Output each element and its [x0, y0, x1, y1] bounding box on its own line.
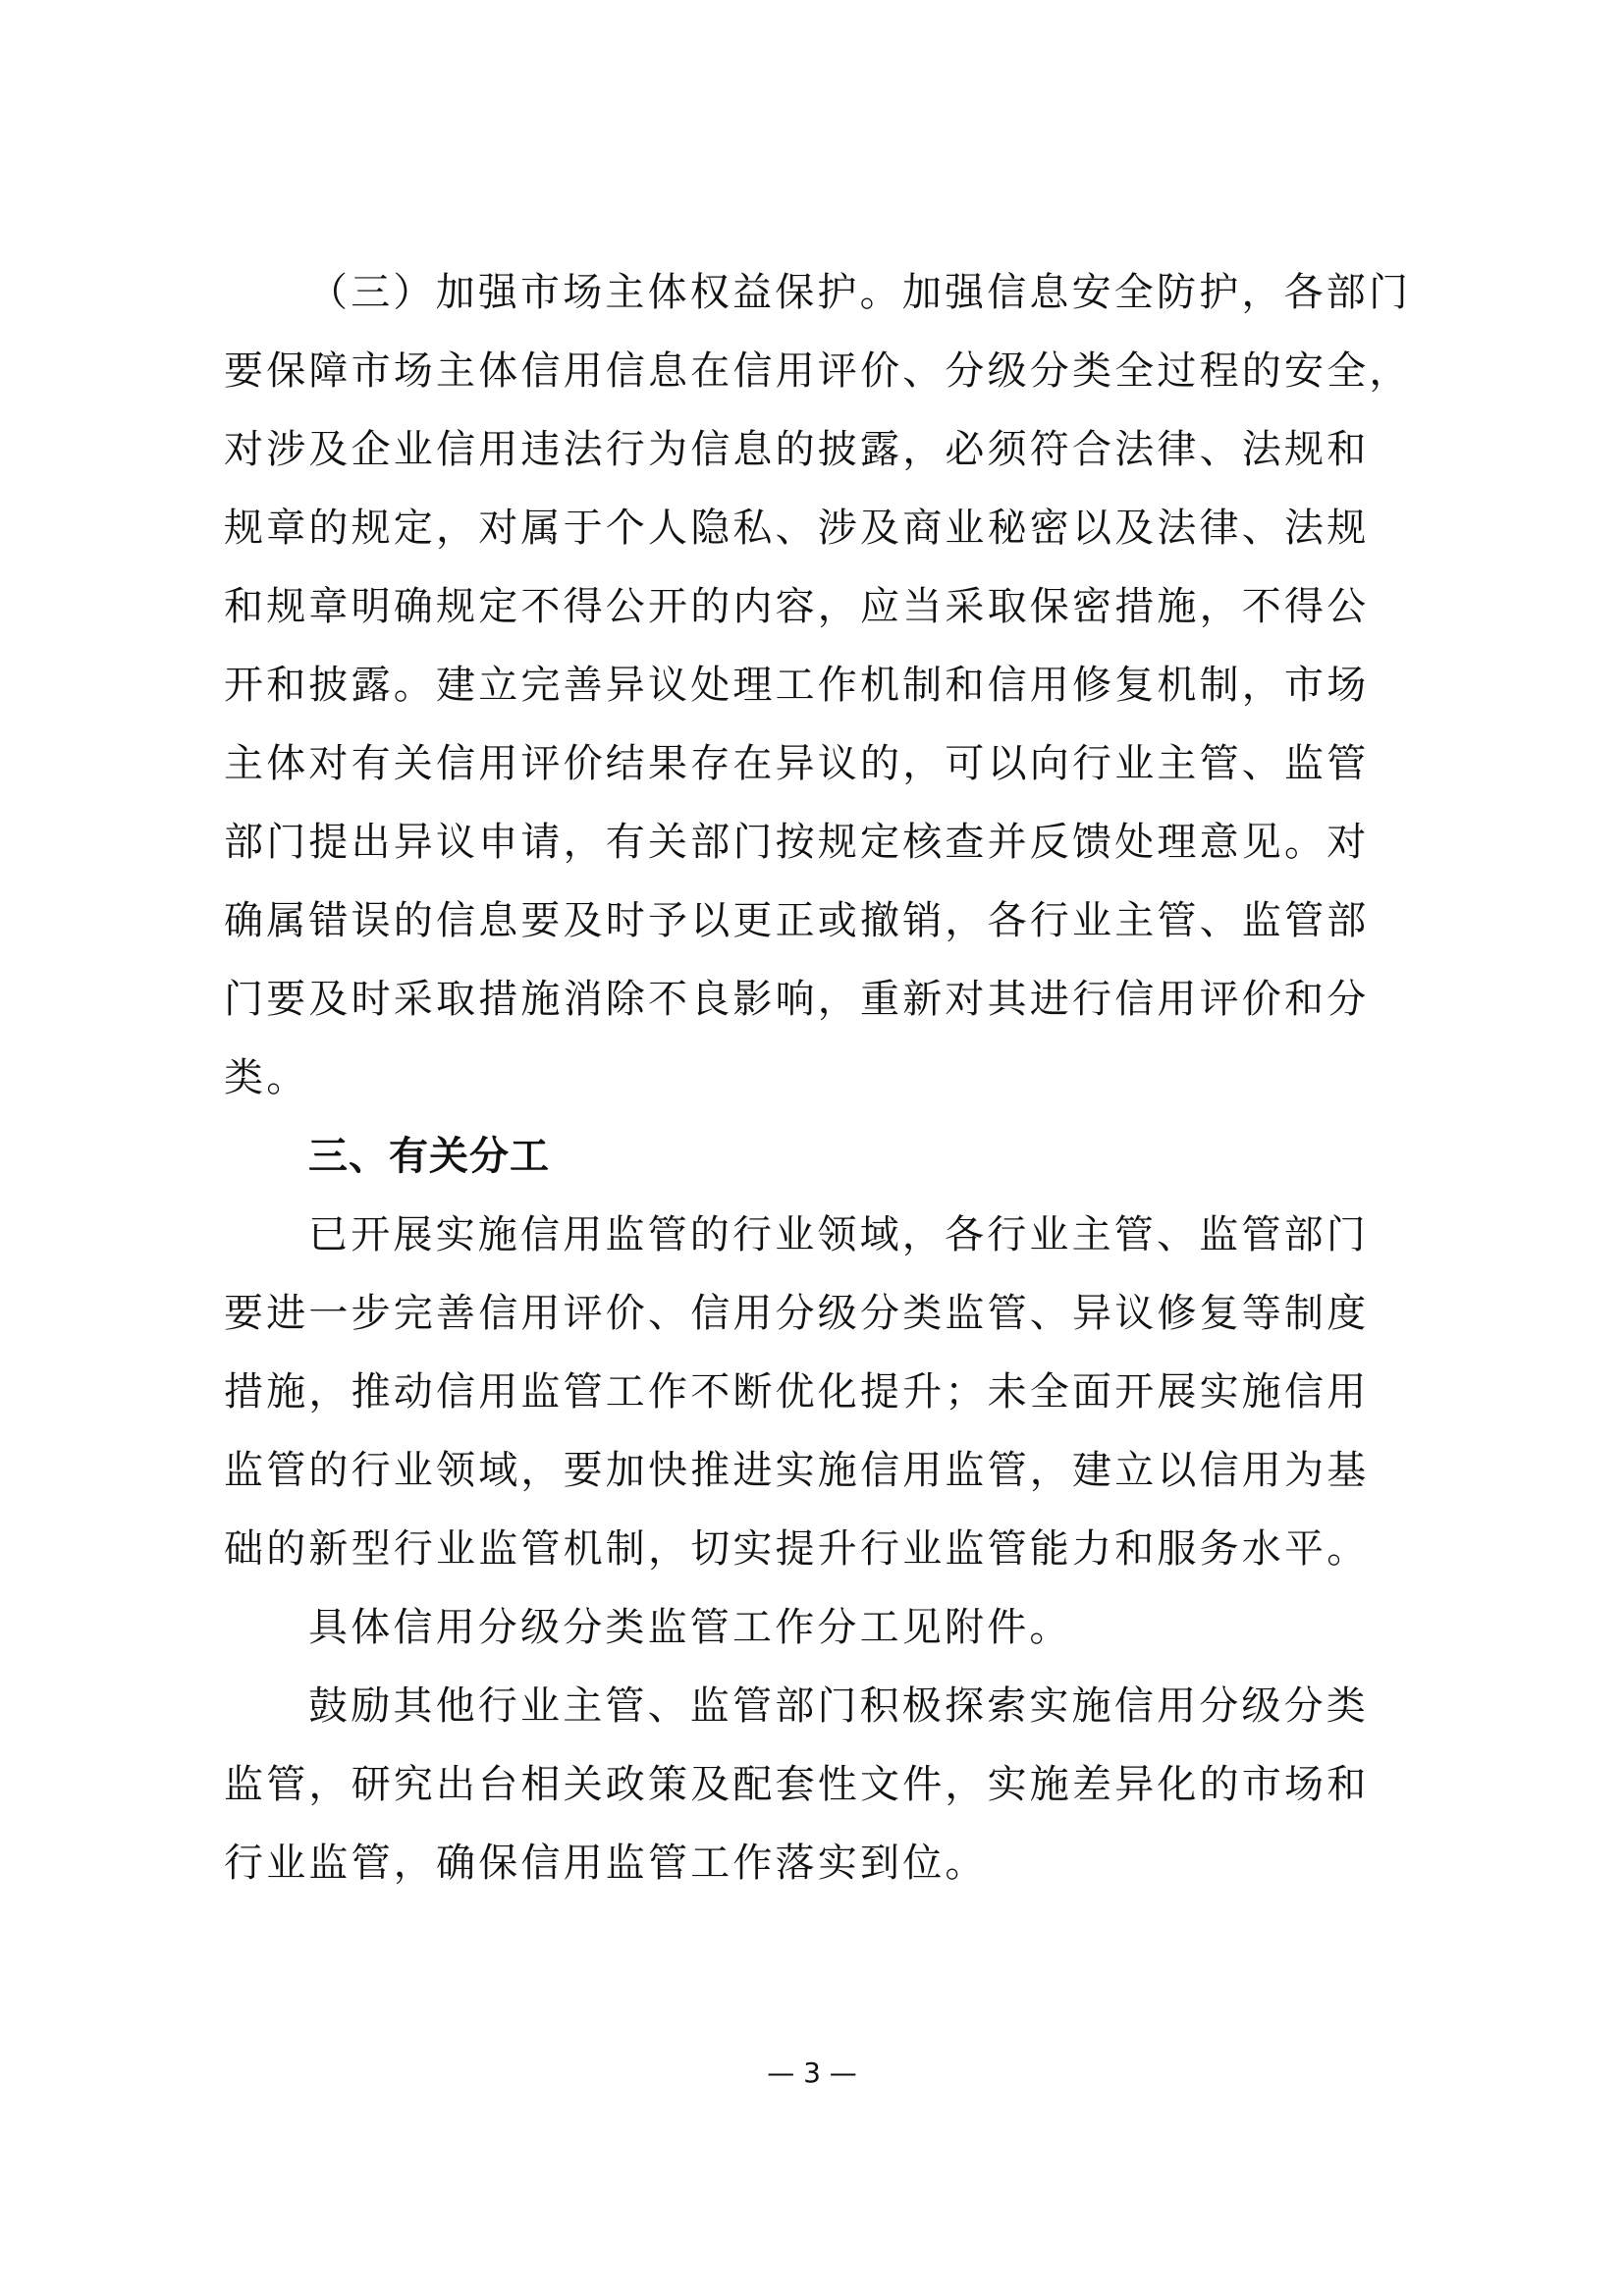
paragraph-line: 规章的规定，对属于个人隐私、涉及商业秘密以及法律、法规	[224, 506, 1370, 551]
paragraph-line: 部门提出异议申请，有关部门按规定核查并反馈处理意见。对	[224, 820, 1370, 865]
paragraph-line: 对涉及企业信用违法行为信息的披露，必须符合法律、法规和	[224, 427, 1370, 472]
paragraph-line: 类。	[224, 1055, 309, 1100]
paragraph-line	[308, 263, 1411, 322]
paragraph-line: 已开展实施信用监管的行业领域，各行业主管、监管部门	[308, 1212, 1369, 1257]
paragraph-line: 措施，推动信用监管工作不断优化提升；未全面开展实施信用	[224, 1369, 1370, 1415]
paragraph-line: 具体信用分级分类监管工作分工见附件。	[308, 1605, 1072, 1650]
paragraph-line: 要进一步完善信用评价、信用分级分类监管、异议修复等制度	[224, 1291, 1370, 1336]
paragraph-line: 鼓励其他行业主管、监管部门积极探索实施信用分级分类	[308, 1683, 1369, 1729]
paragraph-text: 加强信息安全防护，各部门	[901, 270, 1412, 315]
paragraph-line: 行业监管，确保信用监管工作落实到位。	[224, 1841, 988, 1886]
paragraph-line: 和规章明确规定不得公开的内容，应当采取保密措施，不得公	[224, 584, 1370, 629]
section-heading: 三、有关分工	[308, 1134, 550, 1179]
paragraph-line: 监管，研究出台相关政策及配套性文件，实施差异化的市场和	[224, 1762, 1370, 1807]
page-number: — 3 —	[767, 2056, 857, 2089]
paragraph-line: 监管的行业领域，要加快推进实施信用监管，建立以信用为基	[224, 1448, 1370, 1493]
subsection-lead-title: （三）加强市场主体权益保护。	[308, 270, 902, 315]
paragraph-line: 确属错误的信息要及时予以更正或撤销，各行业主管、监管部	[224, 898, 1370, 943]
paragraph-line: 主体对有关信用评价结果存在异议的，可以向行业主管、监管	[224, 741, 1370, 786]
paragraph-line: 开和披露。建立完善异议处理工作机制和信用修复机制，市场	[224, 663, 1370, 708]
paragraph-line: 要保障市场主体信用信息在信用评价、分级分类全过程的安全，	[224, 348, 1412, 394]
paragraph-line: 门要及时采取措施消除不良影响，重新对其进行信用评价和分	[224, 977, 1370, 1022]
paragraph-line: 础的新型行业监管机制，切实提升行业监管能力和服务水平。	[224, 1526, 1370, 1572]
